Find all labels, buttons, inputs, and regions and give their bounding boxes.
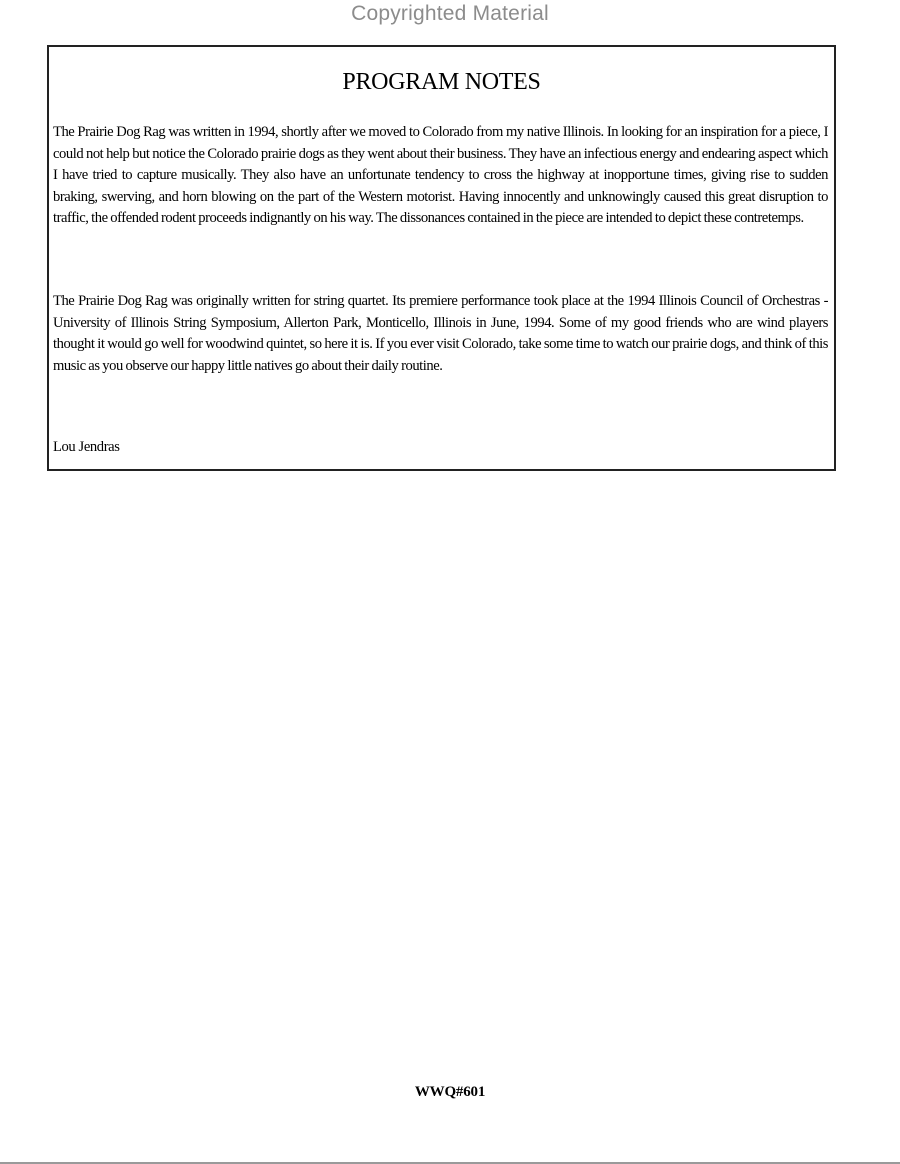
program-notes-paragraph-1: The Prairie Dog Rag was written in 1994, shortly after we moved to Colorado from my native Illinois. In looking for an inspiration for a piece, I could not help but notice the Colorado prairie dogs as they went about their business. They have an infectious energy and endearing aspect which I have tried to capture musically. They also have an unfortunate tendency to cross the highway at inopportune times, giving rise to sudden braking, swerving, and horn blowing on the part of the Western motorist. Having innocently and unknowingly caused this great disruption to traffic, the offended rodent proceeds indignantly on his way. The dissonances contained in the piece are intended to depict these contretemps. xyxy=(53,124,828,226)
composer-signature: Lou Jendras xyxy=(53,439,120,455)
program-notes-title: PROGRAM NOTES xyxy=(342,69,541,95)
program-notes-box xyxy=(47,45,836,471)
copyright-watermark: Copyrighted Material xyxy=(351,2,549,25)
catalog-number: WWQ#601 xyxy=(414,1084,486,1100)
program-notes-paragraph-2: The Prairie Dog Rag was originally written for string quartet. Its premiere performance took place at the 1994 Illinois Council of Orchestras - University of Illinois String Symposium, Allerton Park, Monticello, Illinois in June, 1994. Some of my good friends who are wind players thought it would go well for woodwind quintet, so here it is. If you ever visit Colorado, take some time to watch our prairie dogs, and think of this music as you observe our happy little natives go about their daily routine. xyxy=(53,293,828,374)
